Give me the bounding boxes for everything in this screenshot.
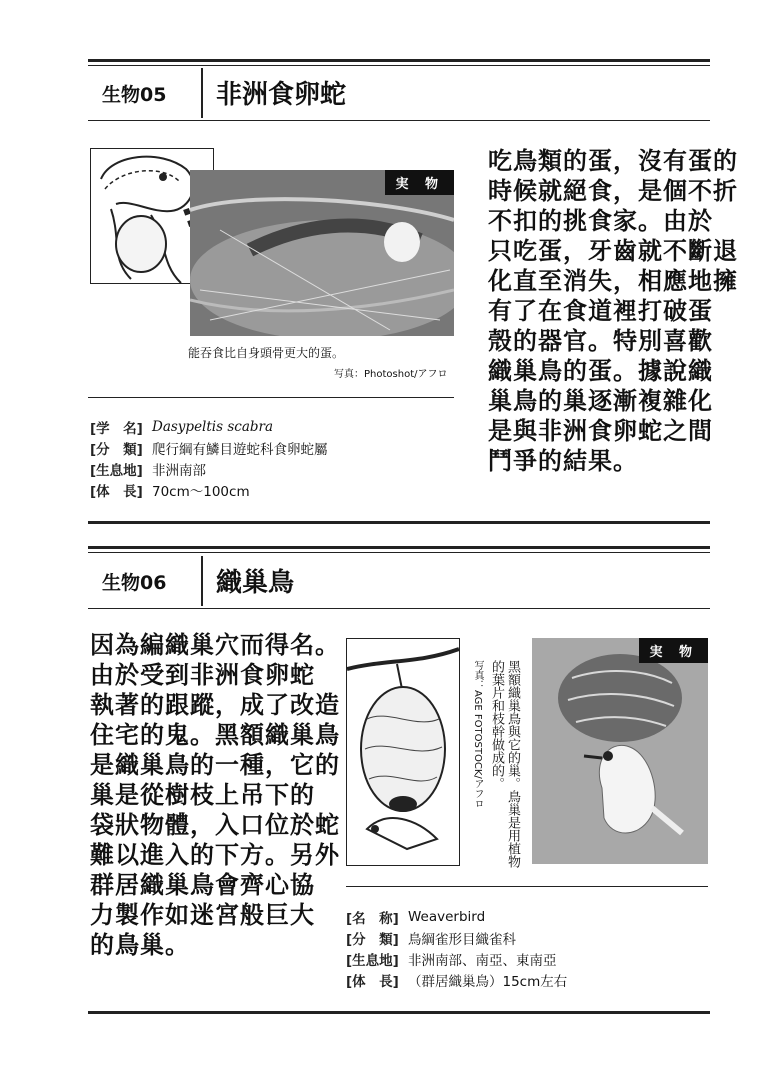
photo-badge: 実 物: [639, 638, 708, 663]
top-rule-thin: [88, 552, 710, 553]
header-underline: [88, 120, 710, 121]
info-row: [分 類] 爬行綱有鱗目遊蛇科食卵蛇屬: [90, 441, 328, 458]
top-rule-thin: [88, 65, 710, 66]
info-row: [体 長] 70cm～100cm: [90, 483, 250, 500]
info-row: [体 長] （群居織巢鳥）15cm左右: [346, 973, 568, 990]
section-number: 生物05: [102, 84, 167, 106]
info-top-rule: [346, 886, 708, 887]
header-underline: [88, 608, 710, 609]
info-table: [90, 416, 328, 500]
snake-photo: [190, 170, 454, 336]
weaverbird-illustration: [346, 638, 460, 866]
top-rule: [88, 546, 710, 549]
info-table: [346, 906, 567, 990]
photo-credit: 写真：Photoshot/アフロ: [334, 369, 448, 380]
section-body: 吃鳥類的蛋，沒有蛋的 時候就絕食，是個不折 不扣的挑食家。由於 只吃蛋，牙齒就不斷退 化直至消失，相應地擁 有了在食道裡打破蛋 殼的器官。特別喜歡 織巢鳥的蛋。據說織 巢鳥的巢逐漸複雜化 是與非洲食卵蛇之間 鬥爭的結果。: [488, 146, 738, 475]
info-row: [名 称] Weaverbird: [346, 908, 486, 927]
header-divider: [201, 556, 203, 606]
section-header-06: [88, 556, 710, 606]
photo-badge: 実 物: [385, 170, 454, 195]
weaverbird-photo: [532, 638, 708, 864]
header-divider: [201, 68, 203, 118]
info-row: [分 類] 鳥綱雀形目織雀科: [346, 931, 516, 948]
photo-caption: 黑額織巢鳥與它的巢。鳥巢是用植物的葉片和枝幹做成的。: [489, 660, 520, 868]
info-row: [生息地] 非洲南部: [90, 462, 206, 479]
info-top-rule: [88, 397, 454, 398]
section-title: 非洲食卵蛇: [216, 80, 347, 110]
photo-caption: 能吞食比自身頭骨更大的蛋。: [188, 346, 345, 360]
section-number: 生物06: [102, 572, 167, 594]
top-rule: [88, 59, 710, 62]
section-body: 因為編織巢穴而得名。 由於受到非洲食卵蛇 執著的跟蹤，成了改造 住宅的鬼。黑額織巢鳥 是織巢鳥的一種，它的 巢是從樹枝上吊下的 袋狀物體，入口位於蛇 難以進入的下方。另外 群居織巢鳥會齊心協 力製作如迷宮般巨大 的鳥巢。: [90, 630, 340, 959]
info-row: [学 名] Dasypeltis scabra: [90, 418, 274, 437]
info-row: [生息地] 非洲南部、南亞、東南亞: [346, 952, 557, 969]
section-header-05: [88, 68, 710, 118]
section-bottom-rule: [88, 1011, 710, 1014]
section-title: 織巢鳥: [216, 568, 295, 598]
photo-credit: 写真：AGE FOTOSTOCK/アフロ: [472, 660, 483, 809]
section-bottom-rule: [88, 521, 710, 524]
